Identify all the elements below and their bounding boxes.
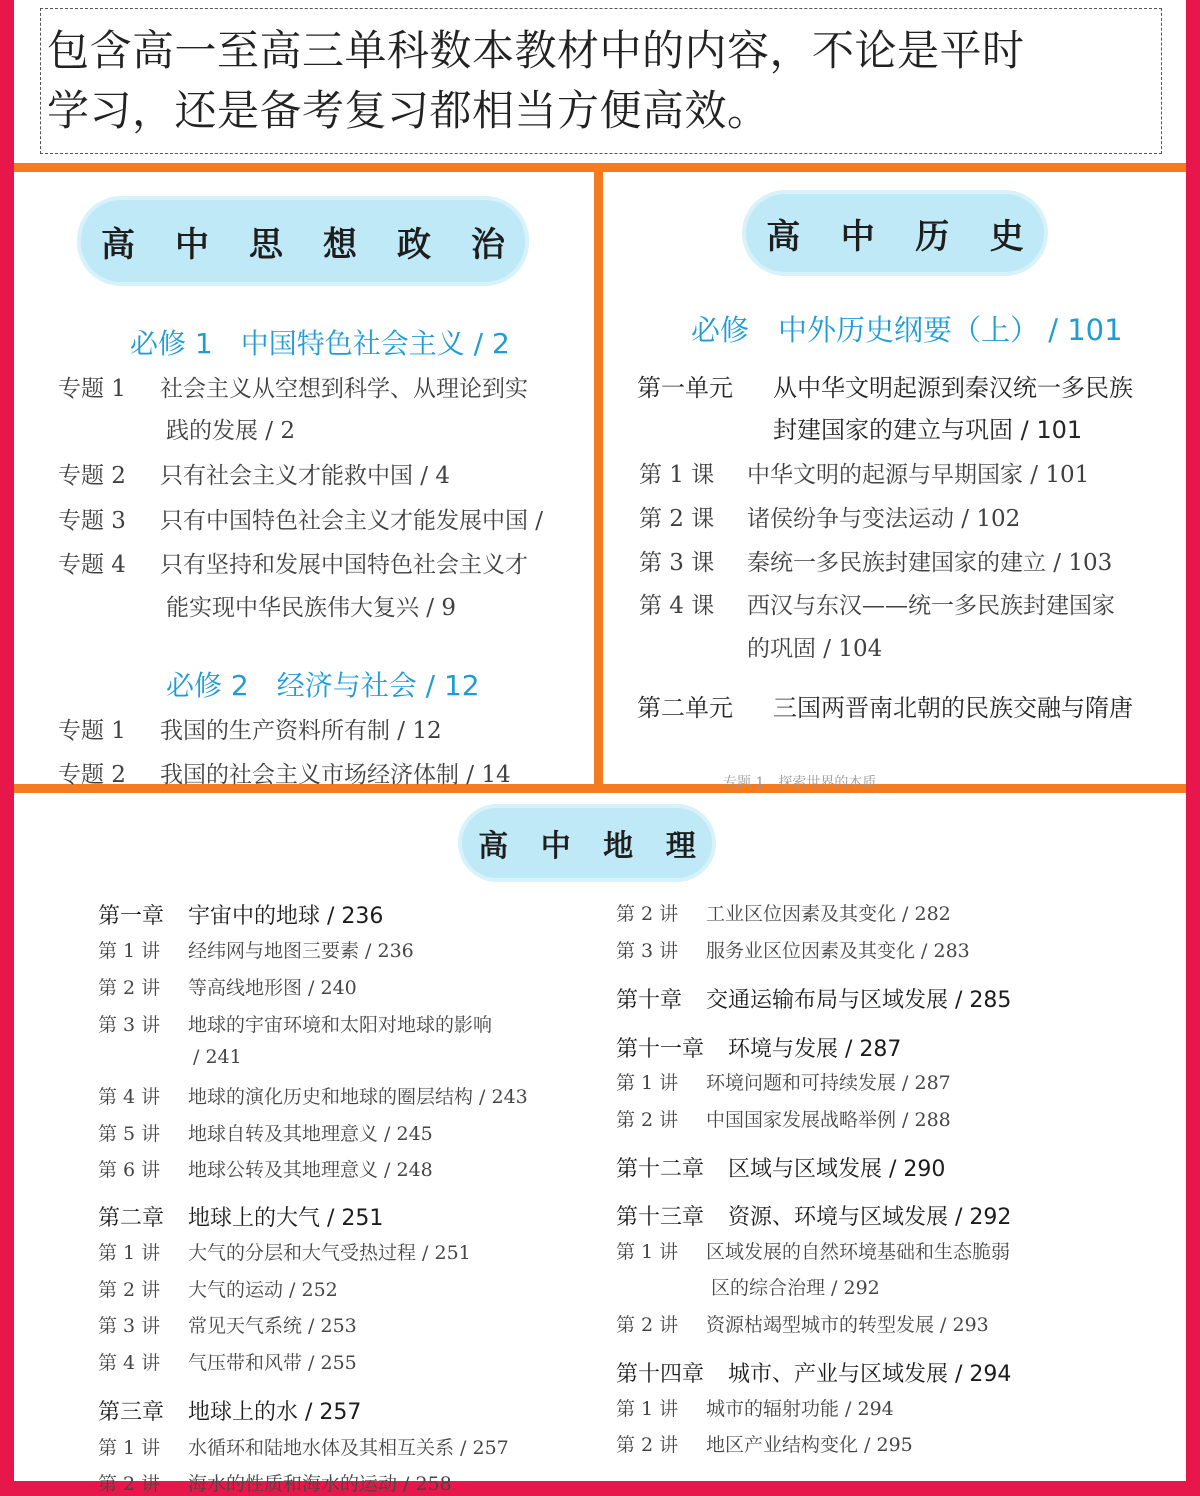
lecture-row: 第 3 讲 地球的宇宙环境和太阳对地球的影响 [98, 1014, 493, 1036]
lecture-row: 第 4 讲 气压带和风带 / 255 [98, 1352, 357, 1374]
lecture-row: 第 2 讲 大气的运动 / 252 [98, 1279, 338, 1301]
chapter-row: 第三章 地球上的水 / 257 [98, 1400, 362, 1425]
lecture-row: 第 2 讲 中国国家发展战略举例 / 288 [616, 1109, 951, 1131]
chapter-row: 第二章 地球上的大气 / 251 [98, 1206, 384, 1231]
chapter-row: 第十三章 资源、环境与区域发展 / 292 [616, 1205, 1012, 1230]
page-frame [14, 0, 1186, 1495]
lecture-row: 第 2 讲 地区产业结构变化 / 295 [616, 1434, 913, 1456]
intro-banner [40, 8, 1162, 154]
cut-off-row: 专题 1 探索世界的本质 [723, 775, 877, 791]
history-module-heading: 必修 中外历史纲要（上） / 101 [691, 313, 1123, 347]
lecture-row: 第 2 讲 资源枯竭型城市的转型发展 / 293 [616, 1314, 989, 1336]
chapter-row: 第十章 交通运输布局与区域发展 / 285 [616, 988, 1012, 1013]
lecture-row: 第 1 讲 城市的辐射功能 / 294 [616, 1398, 894, 1420]
politics-module-2-heading: 必修 2 经济与社会 / 12 [166, 669, 480, 702]
lecture-row: 第 3 讲 常见天气系统 / 253 [98, 1315, 357, 1337]
banner-line-2: 学习，还是备考复习都相当方便高效。 [47, 86, 770, 135]
lecture-row: 第 1 讲 经纬网与地图三要素 / 236 [98, 940, 414, 962]
chapter-row: 第十四章 城市、产业与区域发展 / 294 [616, 1362, 1012, 1387]
geography-title: 高 中 地 理 [462, 808, 712, 878]
lecture-row: 第 1 讲 水循环和陆地水体及其相互关系 / 257 [98, 1437, 509, 1459]
chapter-row: 第十二章 区域与区域发展 / 290 [616, 1157, 946, 1182]
history-unit-row: 第一单元 从中华文明起源到秦汉统一多民族 [637, 374, 1133, 402]
geography-panel [14, 793, 1186, 1495]
lecture-row: 第 1 讲 大气的分层和大气受热过程 / 251 [98, 1242, 471, 1264]
politics-title: 高 中 思 想 政 治 [81, 200, 525, 282]
orange-divider-vertical [594, 163, 603, 791]
lecture-row-cont: 区的综合治理 / 292 [711, 1277, 880, 1299]
lecture-row: 第 5 讲 地球自转及其地理意义 / 245 [98, 1123, 433, 1145]
lecture-row: 第 2 讲 等高线地形图 / 240 [98, 977, 357, 999]
politics-module-1-heading: 必修 1 中国特色社会主义 / 2 [130, 327, 510, 360]
chapter-row: 第十一章 环境与发展 / 287 [616, 1037, 902, 1062]
lecture-row: 第 2 讲 海水的性质和海水的运动 / 258 [98, 1473, 452, 1495]
lecture-row: 第 3 讲 服务业区位因素及其变化 / 283 [616, 940, 970, 962]
history-unit-row-cont: 封建国家的建立与巩固 / 101 [773, 416, 1083, 444]
history-title: 高 中 历 史 [746, 194, 1044, 272]
lecture-row-cont: / 241 [193, 1046, 242, 1068]
history-unit-row: 第二单元 三国两晋南北朝的民族交融与隋唐 [637, 694, 1133, 722]
lecture-row: 第 1 讲 环境问题和可持续发展 / 287 [616, 1072, 951, 1094]
lecture-row: 第 2 讲 工业区位因素及其变化 / 282 [616, 903, 951, 925]
chapter-row: 第一章 宇宙中的地球 / 236 [98, 904, 384, 929]
lecture-row: 第 1 讲 区域发展的自然环境基础和生态脆弱 [616, 1241, 1011, 1263]
lecture-row: 第 4 讲 地球的演化历史和地球的圈层结构 / 243 [98, 1086, 528, 1108]
banner-line-1: 包含高一至高三单科数本教材中的内容，不论是平时 [47, 26, 1025, 75]
lecture-row: 第 6 讲 地球公转及其地理意义 / 248 [98, 1159, 433, 1181]
history-panel: 高 中 历 史 必修 中外历史纲要（上） / 101 第一单元 从中华文明起源到秦汉统一多民族 封建国家的建立与巩固 / 101 第 1 课 中华文明的起源与早期国家 / 101 第 2 课 诸侯纷争与变法运动 / 102 第 3 课 秦统一多民族封建国家的建立 / 103 第 4 课 西汉与东汉——统一多民族封建国家 的巩固 / 104 第二单元 三国两晋南北朝的民族交融与隋唐 专题 1 探索世界的本质 [603, 172, 1186, 784]
politics-panel: 高 中 思 想 政 治 必修 1 中国特色社会主义 / 2 专题 1 社会主义从空想到科学、从理论到实 践的发展 / 2 专题 2 只有社会主义才能救中国 / 4 专题 3 只有中国特色社会主义才能发展中国 / 专题 4 只有坚持和发展中国特色社会主义才 能实现中华民族伟大复兴 / 9 必修 2 经济与社会 / 12 专题 1 我国的生产资料所有制 / 12 专题 2 我国的社会主义市场经济体制 / 14 [14, 172, 594, 784]
